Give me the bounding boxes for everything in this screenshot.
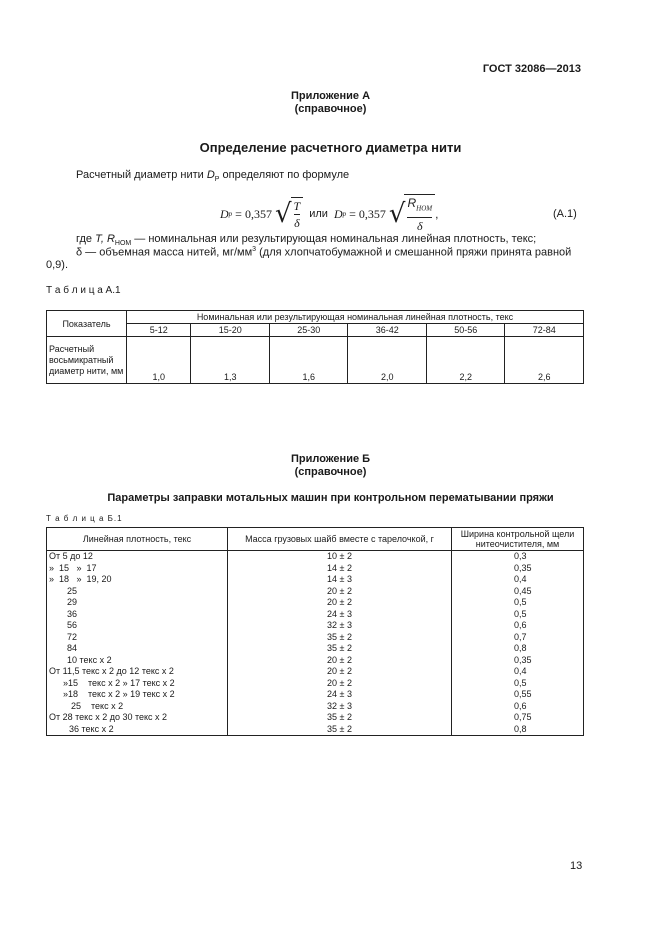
table-row	[47, 609, 584, 621]
table-a1-value: 2,2	[426, 337, 505, 384]
table-a1-value: 1,0	[127, 337, 191, 384]
table-b1-width: 0,35	[452, 563, 584, 575]
where-line-2-text: δ — объемная масса нитей, мг/мм	[76, 246, 253, 259]
table-a1-range: 5-12	[127, 324, 191, 337]
sqrt-icon: √	[274, 199, 292, 229]
table-b1-width: 0,5	[452, 678, 584, 690]
formula-lhs-2-sub: p	[342, 210, 347, 218]
table-b1-width: 0,5	[452, 597, 584, 609]
table-b1-density: От 5 до 12	[47, 551, 228, 563]
where-line-1-tail: — номинальная или результирующая номинальная линейная плотность, текс;	[134, 233, 537, 245]
table-row	[47, 586, 584, 598]
formula-number: (А.1)	[553, 208, 577, 220]
table-a1-group-header: Номинальная или результирующая номинальная линейная плотность, текс	[127, 311, 584, 324]
table-row	[47, 678, 584, 690]
table-row	[47, 551, 584, 563]
table-b1-width: 0,4	[452, 574, 584, 586]
radical-2	[389, 194, 435, 233]
formula-lhs-sub: p	[228, 210, 233, 218]
table-a1-value: 1,3	[191, 337, 270, 384]
table-b1-density: 29	[47, 597, 228, 609]
table-row	[47, 666, 584, 678]
fraction-2-denominator: δ	[416, 218, 423, 233]
table-b1-header-mass: Масса грузовых шайб вместе с тарелочкой, г	[228, 528, 452, 551]
table-b1-mass: 10 ± 2	[228, 551, 452, 563]
table-a1-range: 36-42	[348, 324, 427, 337]
table-b1-density: От 11,5 текс х 2 до 12 текс х 2	[47, 666, 228, 678]
table-b1-mass: 35 ± 2	[228, 712, 452, 724]
where-line-2-sup: 3	[252, 246, 257, 253]
table-row	[47, 632, 584, 644]
table-b1-density: 25	[47, 586, 228, 598]
table-row	[47, 712, 584, 724]
intro-tail: определяют по формуле	[222, 169, 350, 181]
fraction-1	[291, 197, 304, 231]
table-b1-density: 84	[47, 643, 228, 655]
appendix-b-title: Приложение Б	[290, 453, 371, 465]
formula-or: или	[309, 208, 328, 220]
formula-lhs-2: D	[333, 206, 343, 221]
table-row	[47, 620, 584, 632]
fraction-1-denominator: δ	[294, 216, 300, 230]
table-b1-mass: 32 ± 3	[228, 620, 452, 632]
radical-1	[275, 197, 303, 231]
table-b1-density: »18 текс х 2 » 19 текс х 2	[47, 689, 228, 701]
standard-number: ГОСТ 32086—2013	[482, 63, 581, 75]
table-b1-width: 0,75	[452, 712, 584, 724]
table-a1-range: 50-56	[426, 324, 505, 337]
table-a1-value: 1,6	[269, 337, 348, 384]
table-b1-density: » 18 » 19, 20	[47, 574, 228, 586]
table-b1	[46, 527, 584, 736]
table-b1-mass: 35 ± 2	[228, 724, 452, 736]
table-b1-density: 25 текс х 2	[47, 701, 228, 713]
table-b1-width: 0,8	[452, 643, 584, 655]
table-a1-range: 15-20	[191, 324, 270, 337]
table-b1-density: 56	[47, 620, 228, 632]
table-b1-mass: 14 ± 3	[228, 574, 452, 586]
table-b1-mass: 20 ± 2	[228, 586, 452, 598]
table-row	[47, 701, 584, 713]
where-line-3: 0,9).	[46, 259, 69, 271]
table-b1-width: 0,5	[452, 609, 584, 621]
table-b1-width: 0,6	[452, 620, 584, 632]
appendix-a-title: Приложение А	[290, 90, 371, 102]
table-row	[47, 724, 584, 736]
where-prefix: где	[76, 233, 93, 245]
table-a1-range: 72-84	[505, 324, 584, 337]
formula-end: ,	[435, 207, 439, 221]
table-b-label: Т а б л и ц а Б.1	[46, 514, 123, 523]
table-b1-mass: 20 ± 2	[228, 678, 452, 690]
intro-text: Расчетный диаметр нити	[76, 169, 204, 181]
appendix-b-heading: Параметры заправки мотальных машин при контрольном перематывании пряжи	[107, 492, 554, 504]
table-a1-value: 2,0	[348, 337, 427, 384]
formula	[220, 194, 438, 234]
where-symbols: T, R	[95, 233, 115, 245]
table-a1	[46, 310, 584, 384]
fraction-2-numerator	[407, 195, 432, 217]
table-a1-value: 2,6	[505, 337, 584, 384]
table-b1-header-row	[47, 528, 584, 551]
table-b1-mass: 24 ± 3	[228, 689, 452, 701]
table-b1-width: 0,4	[452, 666, 584, 678]
table-a1-range: 25-30	[269, 324, 348, 337]
fraction-2-sub: НОМ	[416, 204, 433, 213]
table-b1-density: От 28 текс х 2 до 30 текс х 2	[47, 712, 228, 724]
table-b1-density: » 15 » 17	[47, 563, 228, 575]
table-b1-mass: 32 ± 3	[228, 701, 452, 713]
table-a1-ranges-row	[47, 324, 584, 337]
fraction-1-numerator: T	[293, 199, 301, 213]
table-b1-width: 0,7	[452, 632, 584, 644]
fraction-2-symbol: R	[407, 196, 417, 211]
table-b1-mass: 20 ± 2	[228, 597, 452, 609]
table-b1-mass: 14 ± 2	[228, 563, 452, 575]
table-a1-row-label: Расчетный восьмикратный диаметр нити, мм	[47, 337, 127, 384]
table-b1-mass: 24 ± 3	[228, 609, 452, 621]
table-b1-width: 0,45	[452, 586, 584, 598]
table-row	[47, 689, 584, 701]
table-b1-width: 0,35	[452, 655, 584, 667]
table-b1-mass: 35 ± 2	[228, 632, 452, 644]
table-b1-density: »15 текс х 2 » 17 текс х 2	[47, 678, 228, 690]
table-b1-mass: 35 ± 2	[228, 643, 452, 655]
appendix-a-heading: Определение расчетного диаметра нити	[199, 140, 462, 155]
where-line-2	[76, 246, 571, 259]
table-b1-density: 36 текс х 2	[47, 724, 228, 736]
table-row	[47, 574, 584, 586]
table-row	[47, 655, 584, 667]
where-line-2-tail: (для хлопчатобумажной и смешанной пряжи принята равной	[259, 246, 572, 259]
table-b1-density: 10 текс х 2	[47, 655, 228, 667]
table-b1-width: 0,3	[452, 551, 584, 563]
formula-coefficient: = 0,357	[235, 206, 272, 221]
table-b1-width: 0,55	[452, 689, 584, 701]
table-b1-width: 0,8	[452, 724, 584, 736]
table-row	[47, 563, 584, 575]
table-b1-header-width: Ширина контрольной щели нитеочистителя, мм	[452, 528, 584, 551]
table-b1-density: 36	[47, 609, 228, 621]
where-symbols-sub: НОМ	[114, 240, 132, 248]
table-b1-body	[47, 551, 584, 736]
table-a-label: Т а б л и ц а А.1	[46, 285, 121, 296]
appendix-b-subtitle: (справочное)	[294, 466, 367, 478]
formula-coefficient-2: = 0,357	[349, 206, 386, 221]
table-row	[47, 643, 584, 655]
table-a1-header-indicator: Показатель	[47, 311, 127, 337]
table-row	[47, 597, 584, 609]
table-a1-values-row	[47, 337, 584, 384]
table-b1-mass: 20 ± 2	[228, 655, 452, 667]
sqrt-icon: √	[388, 198, 406, 229]
table-b1-width: 0,6	[452, 701, 584, 713]
table-b1-density: 72	[47, 632, 228, 644]
page-number: 13	[570, 860, 583, 872]
appendix-a-subtitle: (справочное)	[294, 103, 367, 115]
table-b1-header-density: Линейная плотность, текс	[47, 528, 228, 551]
intro-symbol: D	[206, 169, 215, 181]
fraction-2	[404, 194, 435, 233]
table-b1-mass: 20 ± 2	[228, 666, 452, 678]
intro-symbol-sub: P	[214, 176, 220, 184]
formula-lhs: D	[220, 206, 229, 221]
formula-intro	[76, 169, 349, 183]
